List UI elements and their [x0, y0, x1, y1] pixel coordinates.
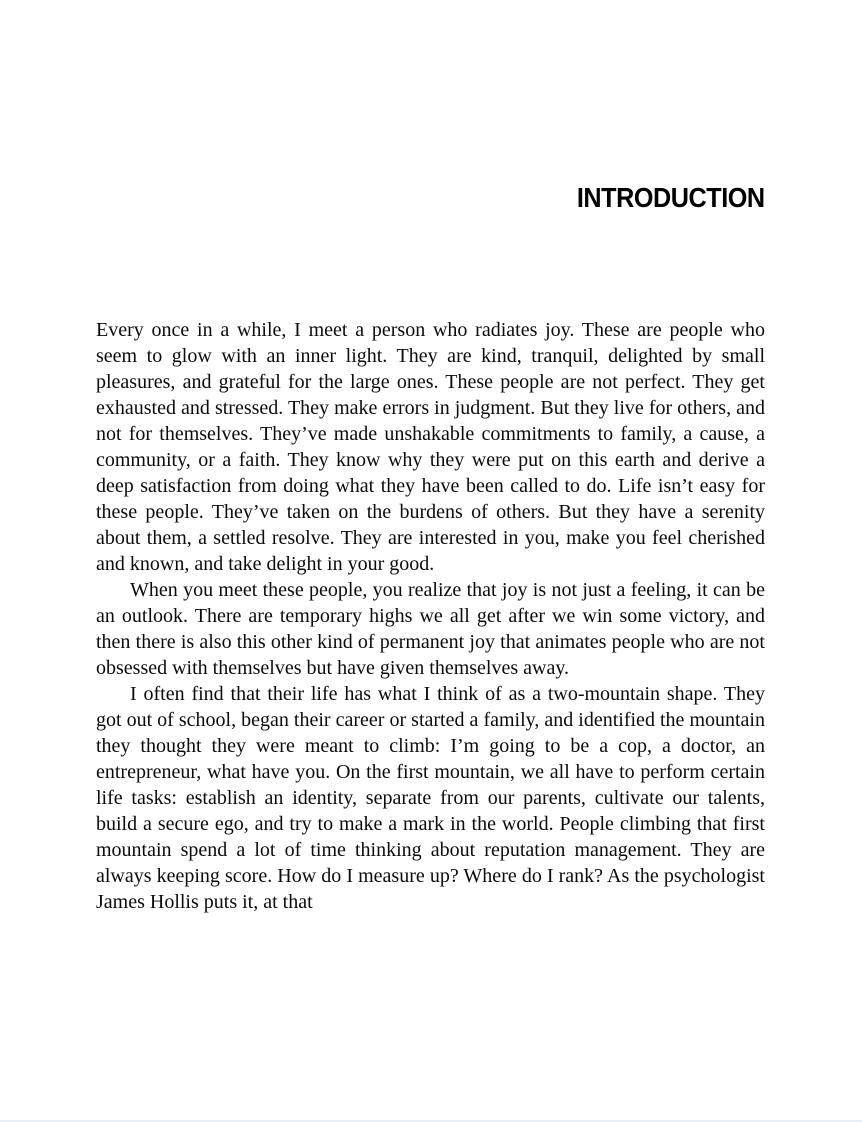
- paragraph-2: When you meet these people, you realize that joy is not just a feeling, it can be an outlook. There are temporary highs we all get after we win some victory, and then there is also this other kind of permanent joy that animates people who are not obsessed with themselves but have given themselves away.: [96, 579, 765, 679]
- chapter-heading: INTRODUCTION: [577, 181, 765, 213]
- body-text: [96, 317, 765, 915]
- paragraph-3: I often find that their life has what I think of as a two-mountain shape. They got out of school, began their career or started a family, and identified the mountain they thought they were meant to climb: I’m going to be a cop, a doctor, an entrepreneur, what have you. On the first mountain, we all have to perform certain life tasks: establish an identity, separate from our parents, cultivate our talents, build a secure ego, and try to make a mark in the world. People climbing that first mountain spend a lot of time thinking about reputation management. They are always keeping score. How do I measure up? Where do I rank? As the psychologist James Hollis puts it, at that: [96, 683, 765, 913]
- paragraph-1: Every once in a while, I meet a person who radiates joy. These are people who seem to glow with an inner light. They are kind, tranquil, delighted by small pleasures, and grateful for the large ones. These people are not perfect. They get exhausted and stressed. They make errors in judgment. But they live for others, and not for themselves. They’ve made unshakable commitments to family, a cause, a community, or a faith. They know why they were put on this earth and derive a deep satisfaction from doing what they have been called to do. Life isn’t easy for these people. They’ve taken on the burdens of others. But they have a serenity about them, a settled resolve. They are interested in you, make you feel cherished and known, and take delight in your good.: [96, 319, 765, 575]
